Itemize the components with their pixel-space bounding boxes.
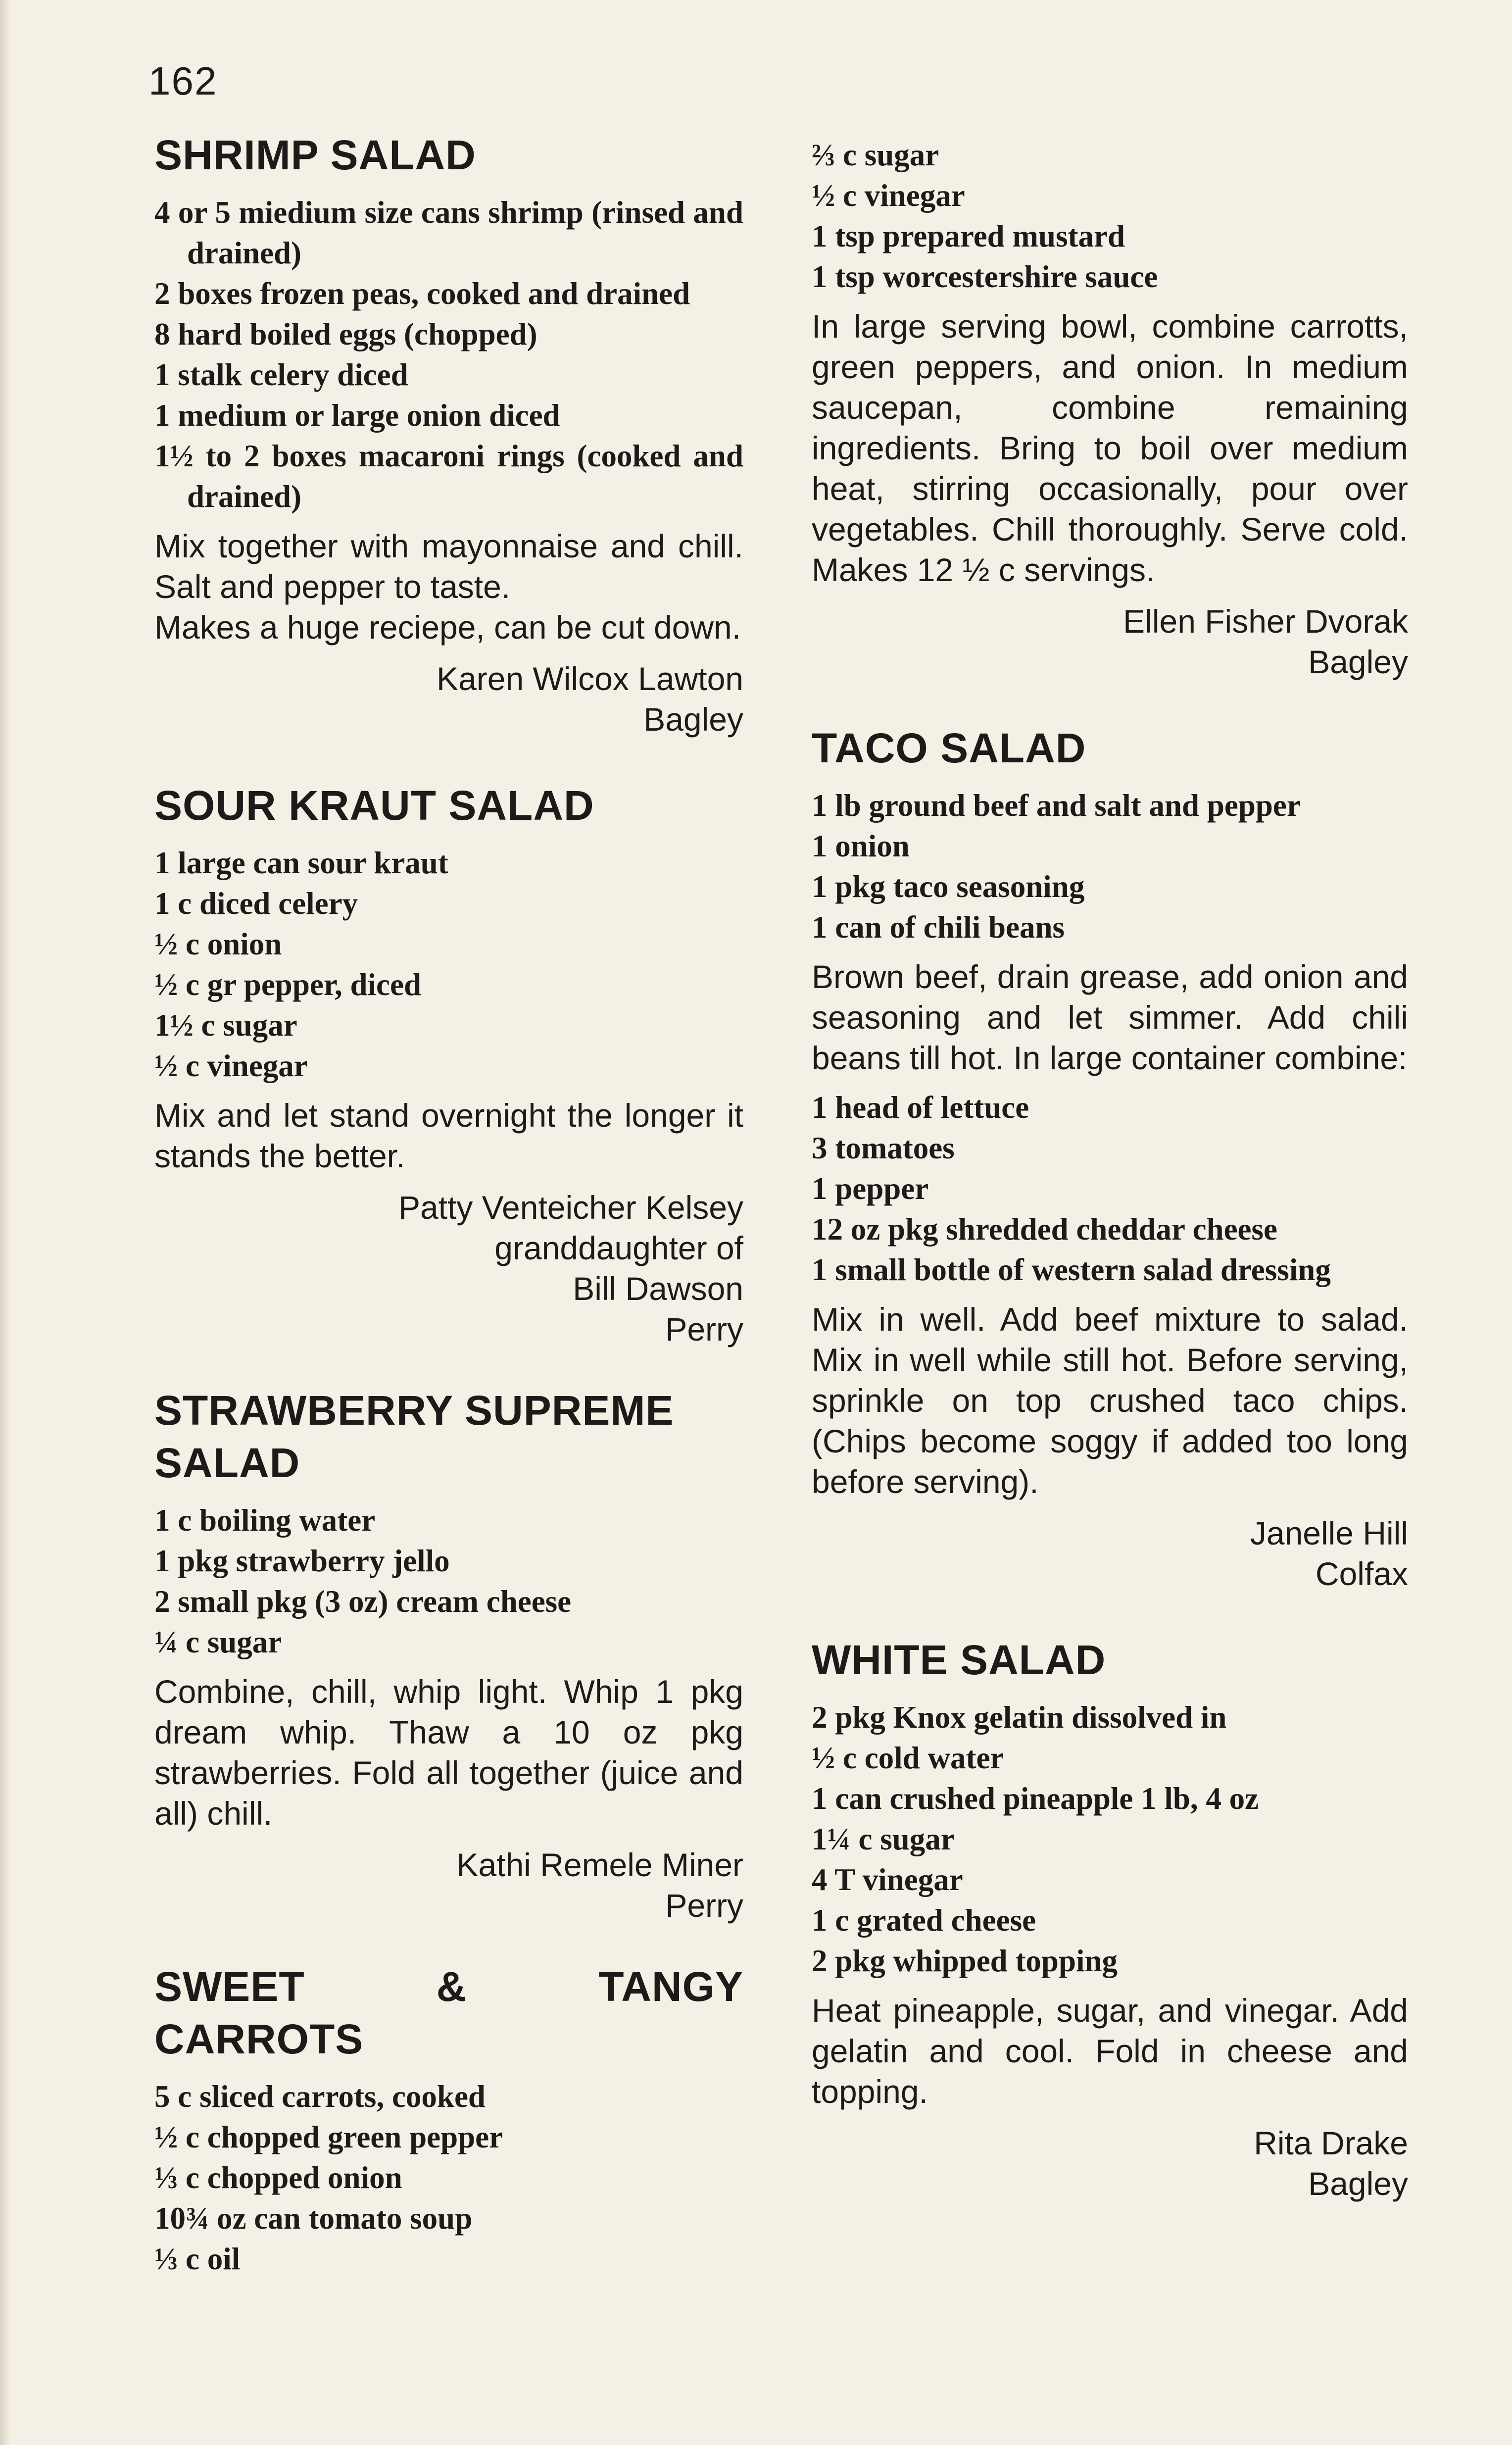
ingredient: 8 hard boiled eggs (chopped) — [154, 317, 537, 351]
contributor — [812, 601, 1408, 682]
directions: Mix and let stand overnight the longer it stands the better. — [154, 1097, 743, 1174]
contributor-name: Patty Venteicher Kelsey — [398, 1189, 743, 1226]
left-column — [154, 129, 743, 2339]
recipe-title-word: TANGY — [598, 1963, 743, 2010]
ingredient: 1 c boiling water — [154, 1503, 376, 1538]
ingredient: ¼ c sugar — [154, 1625, 282, 1659]
recipe-title-word: & — [436, 1963, 467, 2010]
recipe-title-line: CARROTS — [154, 2016, 364, 2062]
ingredient: 1 can crushed pineapple 1 lb, 4 oz — [812, 1781, 1259, 1816]
contributor-town: Bagley — [1308, 644, 1408, 680]
contributor — [812, 1513, 1408, 1594]
recipe-sweet-tangy-carrots — [154, 1960, 743, 2279]
recipe-title-line — [154, 1960, 743, 2013]
ingredient: 2 small pkg (3 oz) cream cheese — [154, 1584, 572, 1619]
contributor-name: Janelle Hill — [1250, 1515, 1408, 1551]
contributor — [154, 1845, 743, 1926]
ingredient: 1 can of chili beans — [812, 910, 1065, 945]
ingredient: 1 stalk celery diced — [154, 357, 408, 392]
contributor-town: Bagley — [643, 701, 743, 738]
ingredient: 2 boxes frozen peas, cooked and drained — [154, 276, 690, 311]
ingredient: 4 or 5 miedium size cans shrimp (rinsed and drained) — [154, 195, 743, 270]
ingredient-list — [812, 785, 1408, 948]
ingredient: 1 medium or large onion diced — [154, 398, 560, 433]
ingredient: 5 c sliced carrots, cooked — [154, 2079, 486, 2114]
ingredient: 4 T vinegar — [812, 1862, 963, 1897]
ingredient: ½ c vinegar — [812, 178, 965, 213]
recipe-title: WHITE SALAD — [812, 1637, 1106, 1683]
directions: Makes a huge reciepe, can be cut down. — [154, 609, 741, 646]
ingredient: ⅓ c chopped onion — [154, 2160, 402, 2195]
ingredient: 1 tsp prepared mustard — [812, 219, 1125, 253]
ingredient: 1¼ c sugar — [812, 1822, 955, 1856]
ingredient: ⅓ c oil — [154, 2242, 241, 2276]
recipe-strawberry-supreme-salad — [154, 1384, 743, 1926]
contributor-note: granddaughter of — [494, 1230, 743, 1266]
ingredient: 1 pkg taco seasoning — [812, 869, 1085, 904]
contributor-town: Perry — [665, 1311, 743, 1347]
ingredient: ½ c onion — [154, 927, 282, 961]
page-binding-edge — [0, 0, 11, 2445]
ingredient-list — [812, 135, 1408, 297]
contributor-relative: Bill Dawson — [573, 1270, 743, 1307]
directions: Mix in well. Add beef mixture to salad. Mix in well while still hot. Before serving, sprinkle on top crushed taco chips. (Chips become soggy if added too long before serving). — [812, 1301, 1408, 1500]
ingredient: ⅔ c sugar — [812, 138, 939, 172]
page-number: 162 — [148, 59, 218, 103]
ingredient: 1½ c sugar — [154, 1008, 297, 1043]
contributor — [154, 1187, 743, 1349]
contributor-name: Kathi Remele Miner — [456, 1846, 743, 1883]
ingredient: 10¾ oz can tomato soup — [154, 2201, 473, 2236]
recipe-sour-kraut-salad — [154, 779, 743, 1349]
ingredient: 3 tomatoes — [812, 1131, 955, 1165]
recipe-title — [154, 1960, 743, 2065]
ingredient-list — [154, 2076, 743, 2279]
ingredient: 1 pkg strawberry jello — [154, 1544, 450, 1578]
recipe-title: SOUR KRAUT SALAD — [154, 782, 594, 829]
directions: Mix together with mayonnaise and chill. Salt and pepper to taste. — [154, 528, 743, 605]
ingredient: 2 pkg Knox gelatin dissolved in — [812, 1700, 1227, 1735]
recipe-title: TACO SALAD — [812, 725, 1086, 771]
ingredient-list — [154, 192, 743, 517]
ingredient: 1 onion — [812, 829, 910, 863]
directions: Combine, chill, whip light. Whip 1 pkg dream whip. Thaw a 10 oz pkg strawberries. Fold all together (juice and all) chill. — [154, 1673, 743, 1832]
recipe-title — [154, 1384, 743, 1489]
recipe-title-word: SWEET — [154, 1963, 305, 2010]
recipe-title-line: STRAWBERRY SUPREME — [154, 1387, 674, 1434]
ingredient: 1 c grated cheese — [812, 1903, 1036, 1938]
recipe-white-salad — [812, 1634, 1408, 2204]
ingredient: 1½ to 2 boxes macaroni rings (cooked and drained) — [154, 439, 743, 514]
ingredient-list — [154, 1500, 743, 1662]
contributor — [812, 2123, 1408, 2204]
recipe-sweet-tangy-carrots-continued — [812, 135, 1408, 682]
ingredient: ½ c gr pepper, diced — [154, 967, 422, 1002]
ingredient: 1 head of lettuce — [812, 1090, 1029, 1125]
contributor-name: Ellen Fisher Dvorak — [1123, 603, 1408, 640]
ingredient-list — [154, 843, 743, 1086]
right-column — [812, 135, 1408, 2263]
recipe-title: SHRIMP SALAD — [154, 132, 476, 178]
directions: Heat pineapple, sugar, and vinegar. Add gelatin and cool. Fold in cheese and topping. — [812, 1992, 1408, 2110]
ingredient-list — [812, 1697, 1408, 1981]
directions: Brown beef, drain grease, add onion and seasoning and let simmer. Add chili beans till hot. In large container combine: — [812, 958, 1408, 1076]
ingredient: 1 c diced celery — [154, 886, 358, 921]
directions: In large serving bowl, combine carrotts, green peppers, and onion. In medium saucepan, combine remaining ingredients. Bring to boil over medium heat, stirring occasionally, pour over vegetables. Chill thoroughly. Serve cold. Makes 12 ½ c servings. — [812, 308, 1408, 588]
ingredient: 1 lb ground beef and salt and pepper — [812, 788, 1301, 823]
recipe-taco-salad — [812, 722, 1408, 1594]
contributor-name: Rita Drake — [1254, 2125, 1408, 2161]
recipe-title-line: SALAD — [154, 1440, 300, 1486]
ingredient-list — [812, 1087, 1408, 1290]
ingredient: 2 pkg whipped topping — [812, 1944, 1118, 1978]
ingredient: 1 tsp worcestershire sauce — [812, 259, 1158, 294]
contributor-town: Colfax — [1315, 1555, 1408, 1592]
ingredient: 1 small bottle of western salad dressing — [812, 1252, 1331, 1287]
contributor-town: Bagley — [1308, 2165, 1408, 2202]
ingredient: ½ c cold water — [812, 1741, 1004, 1775]
ingredient: 12 oz pkg shredded cheddar cheese — [812, 1212, 1277, 1247]
recipe-shrimp-salad — [154, 129, 743, 740]
contributor-town: Perry — [665, 1887, 743, 1924]
ingredient: ½ c chopped green pepper — [154, 2120, 503, 2154]
ingredient: 1 pepper — [812, 1171, 929, 1206]
contributor-name: Karen Wilcox Lawton — [437, 660, 743, 697]
ingredient: 1 large can sour kraut — [154, 846, 448, 880]
contributor — [154, 658, 743, 740]
ingredient: ½ c vinegar — [154, 1048, 308, 1083]
